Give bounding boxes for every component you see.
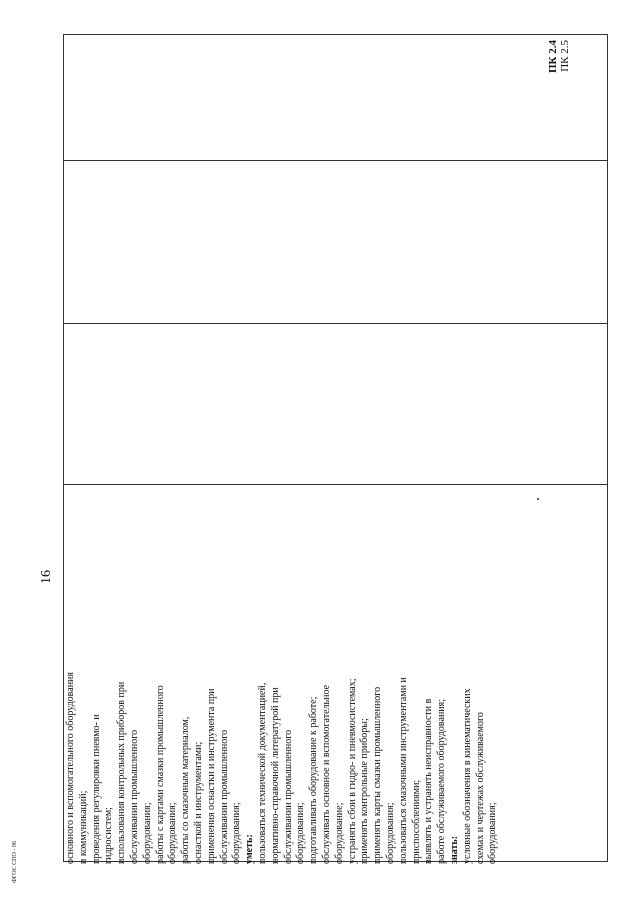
section-heading: уметь:: [244, 834, 256, 864]
content-line: обслуживании промышленного: [218, 729, 230, 864]
content-line: работы с картами смазки промышленного: [154, 685, 166, 864]
content-line: оснасткой и инструментами;: [192, 741, 204, 864]
stray-mark: [537, 498, 539, 500]
content-line: оборудования;: [295, 802, 307, 864]
content-line: пользоваться смазочными инструментами и: [397, 677, 409, 864]
competency-code: ПК 2.5: [559, 40, 571, 72]
content-line: оборудования;: [141, 802, 153, 864]
content-line: обслуживать основное и вспомогательное: [320, 684, 332, 864]
table-divider: [64, 323, 607, 324]
content-line: использования контрольных приборов при: [116, 681, 128, 864]
content-line: применять карты смазки промышленного: [372, 686, 384, 864]
content-line: нормативно-справочной литературой при: [269, 687, 281, 864]
table-divider: [64, 484, 607, 485]
content-line: оборудования;: [231, 802, 243, 864]
content-line: оборудования;: [167, 802, 179, 864]
content-line: оборудования;: [384, 802, 396, 864]
content-line: и коммуникаций;: [77, 790, 89, 864]
table-divider: [64, 160, 607, 161]
content-line: оборудования;: [487, 802, 499, 864]
content-line: обслуживании промышленного: [128, 729, 140, 864]
content-line: подготавливать оборудование к работе;: [308, 696, 320, 864]
competency-code: ПК 2.4: [547, 40, 559, 74]
content-line: работы со смазочным материалом,: [180, 716, 192, 864]
content-line: применять контрольные приборы;: [359, 718, 371, 864]
content-line: проведения регулировки пневмо- и: [90, 714, 102, 864]
content-line: работе обслуживаемого оборудования;: [436, 698, 448, 864]
content-line: схемах и чертежах обслуживаемого: [474, 712, 486, 864]
content-line: основного и вспомогательного оборудования: [65, 672, 76, 864]
content-line: приспособлениями;: [410, 779, 422, 864]
content-line: обслуживании промышленного: [282, 729, 294, 864]
section-heading: знать:: [448, 835, 460, 864]
document-footer: ФГОС СПО - 06: [12, 841, 19, 883]
content-line: оборудование;: [333, 802, 345, 864]
content-line: пользоваться технической документацией,: [256, 682, 268, 864]
content-line: гидросистем;: [103, 807, 115, 864]
competency-codes-cell: [547, 40, 640, 80]
page-number: 16: [39, 570, 54, 584]
content-cell: [65, 519, 499, 864]
content-line: условные обозначения в кинематических: [461, 688, 473, 864]
content-line: применения оснастки и инструмента при: [205, 688, 217, 864]
content-line: выявлять и устранять неисправности в: [423, 698, 435, 864]
content-lines: [65, 519, 499, 864]
content-line: устранять сбои в гидро- и пневмосистемах;: [346, 678, 358, 864]
competency-codes: [547, 40, 571, 150]
competency-table: [63, 34, 608, 862]
